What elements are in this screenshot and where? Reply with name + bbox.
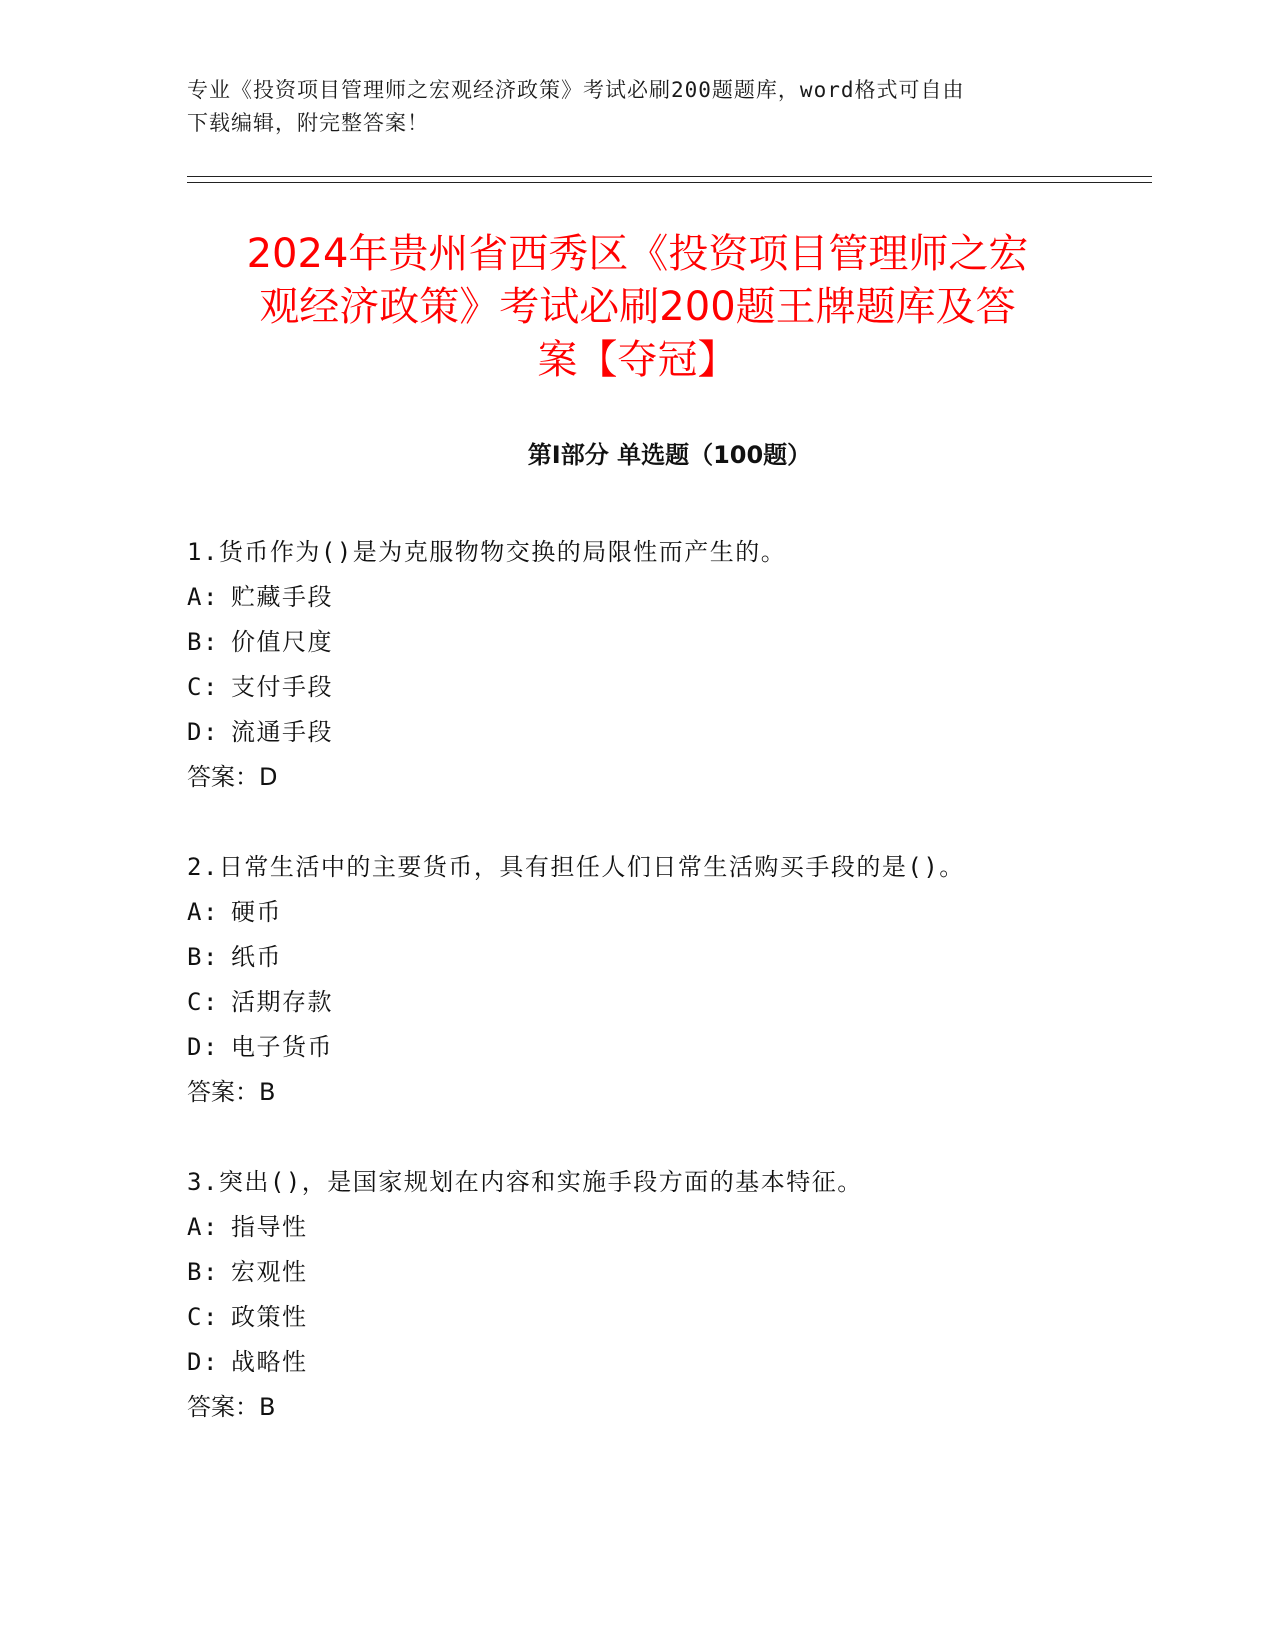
option-d (187, 1025, 1152, 1070)
option-letter: A: (187, 583, 219, 611)
option-text: 硬币 (231, 898, 282, 926)
option-text: 贮藏手段 (231, 583, 333, 611)
option-letter: D: (187, 1348, 219, 1376)
option-c (187, 665, 1152, 710)
header-rule-top (187, 176, 1152, 177)
option-c (187, 980, 1152, 1025)
header-note (187, 74, 1067, 140)
header-note-line-1: 专业《投资项目管理师之宏观经济政策》考试必刷200题题库，word格式可自由 (187, 78, 965, 102)
option-text: 宏观性 (231, 1258, 308, 1286)
question-list (187, 530, 1152, 1475)
answer: 答案：B (187, 1393, 276, 1421)
option-a (187, 575, 1152, 620)
option-letter: D: (187, 1033, 219, 1061)
option-text: 支付手段 (231, 673, 333, 701)
section-title: 第Ⅰ部分 单选题（100题） (527, 441, 812, 469)
option-b (187, 1250, 1152, 1295)
document-title-line-3: 案【夺冠】 (537, 337, 738, 383)
question-1 (187, 530, 1152, 800)
question-text: 3.突出()，是国家规划在内容和实施手段方面的基本特征。 (187, 1168, 863, 1196)
answer: 答案：D (187, 763, 278, 791)
header-rule-bottom (187, 182, 1152, 183)
header-note-line-2: 下载编辑，附完整答案！ (187, 111, 429, 135)
option-d (187, 1340, 1152, 1385)
option-letter: A: (187, 1213, 219, 1241)
option-letter: B: (187, 943, 219, 971)
answer: 答案：B (187, 1078, 276, 1106)
question-text: 1.货币作为()是为克服物物交换的局限性而产生的。 (187, 538, 787, 566)
option-letter: B: (187, 628, 219, 656)
option-text: 纸币 (231, 943, 282, 971)
option-letter: C: (187, 988, 219, 1016)
option-a (187, 1205, 1152, 1250)
option-text: 价值尺度 (231, 628, 333, 656)
document-title-line-1: 2024年贵州省西秀区《投资项目管理师之宏 (246, 231, 1029, 277)
option-letter: C: (187, 673, 219, 701)
question-3 (187, 1160, 1152, 1430)
document-title-line-2: 观经济政策》考试必刷200题王牌题库及答 (259, 284, 1016, 330)
option-a (187, 890, 1152, 935)
option-text: 政策性 (231, 1303, 308, 1331)
option-text: 电子货币 (231, 1033, 333, 1061)
option-d (187, 710, 1152, 755)
question-2 (187, 845, 1152, 1115)
option-text: 战略性 (231, 1348, 308, 1376)
option-b (187, 620, 1152, 665)
option-letter: A: (187, 898, 219, 926)
option-text: 活期存款 (231, 988, 333, 1016)
option-text: 指导性 (231, 1213, 308, 1241)
option-b (187, 935, 1152, 980)
option-letter: D: (187, 718, 219, 746)
option-letter: C: (187, 1303, 219, 1331)
option-c (187, 1295, 1152, 1340)
document-title (175, 228, 1100, 387)
option-letter: B: (187, 1258, 219, 1286)
option-text: 流通手段 (231, 718, 333, 746)
question-text: 2.日常生活中的主要货币，具有担任人们日常生活购买手段的是()。 (187, 853, 965, 881)
